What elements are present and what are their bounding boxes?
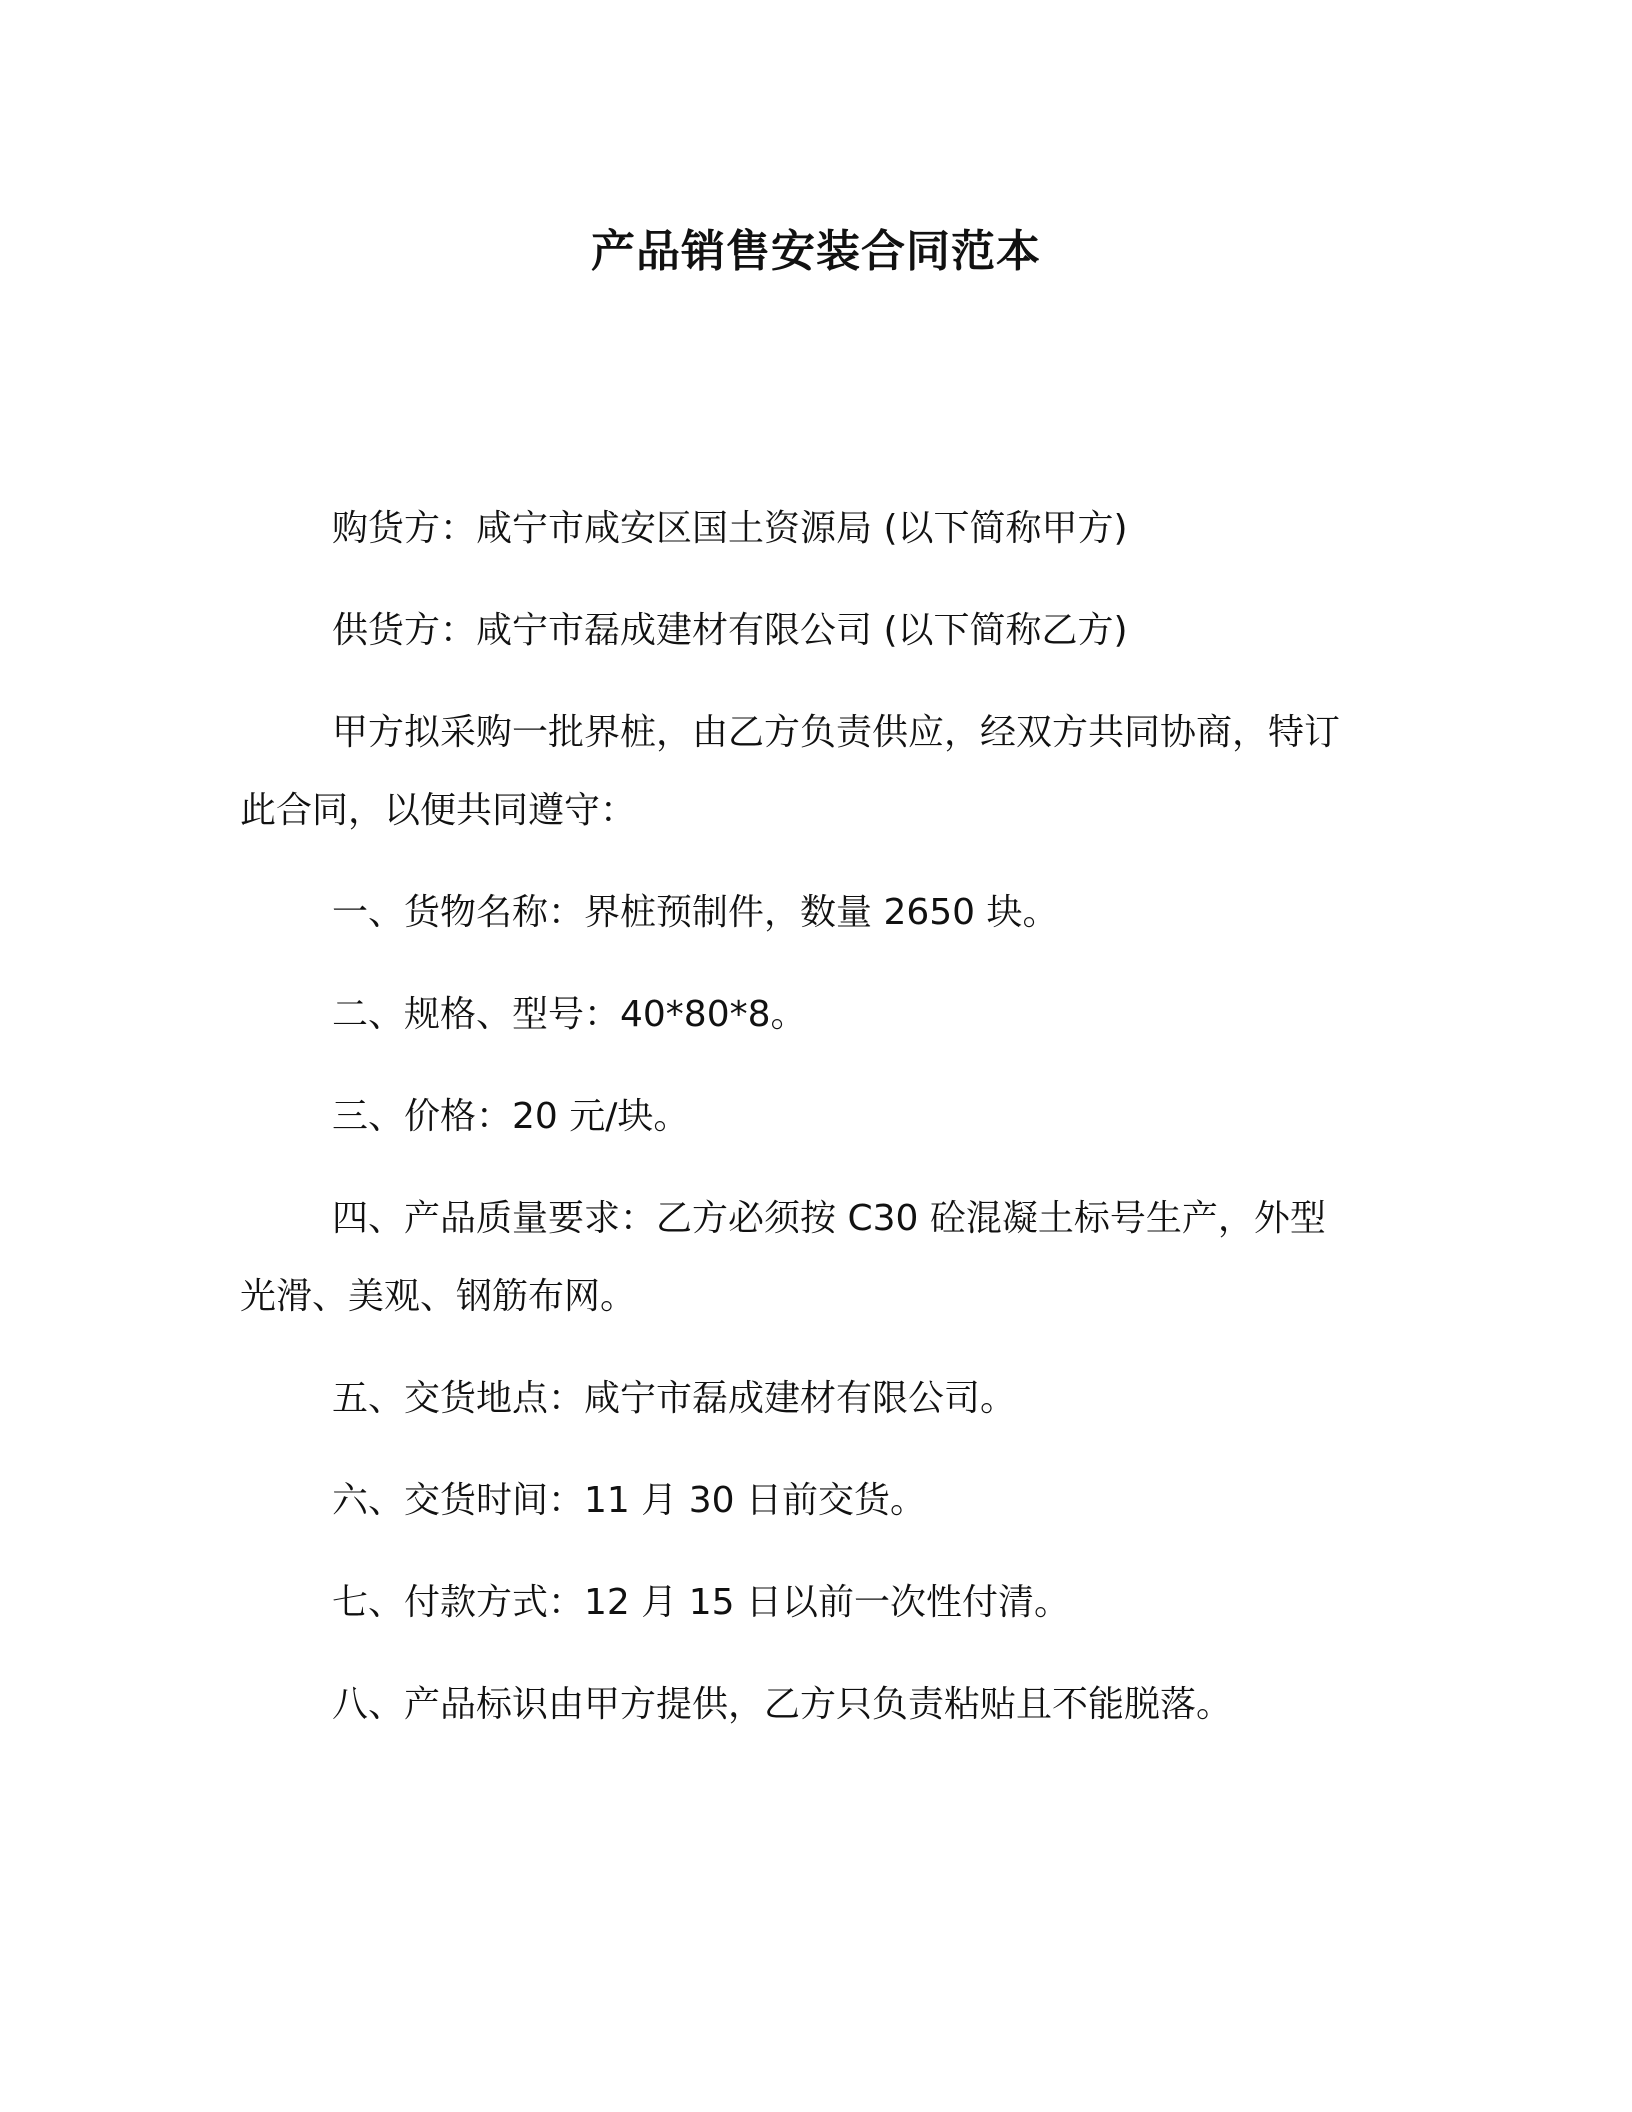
clause-5-paragraph	[240, 1360, 1390, 1438]
clause-2-paragraph	[240, 976, 1390, 1054]
clause-3-paragraph	[240, 1078, 1390, 1156]
page-title: 产品销售安装合同范本	[591, 226, 1041, 277]
intro-paragraph	[240, 694, 1390, 772]
buyer-paragraph	[240, 490, 1390, 568]
clause-4-paragraph-continued	[240, 1258, 1390, 1336]
buyer-line: 购货方：咸宁市咸安区国土资源局 (以下简称甲方)	[332, 508, 1128, 549]
clause-1: 一、货物名称：界桩预制件，数量 2650 块。	[332, 892, 1059, 933]
clause-8: 八、产品标识由甲方提供，乙方只负责粘贴且不能脱落。	[332, 1684, 1233, 1725]
clause-4-line-1: 四、产品质量要求：乙方必须按 C30 砼混凝土标号生产，外型	[332, 1198, 1326, 1239]
supplier-paragraph	[240, 592, 1390, 670]
intro-line-2: 此合同，以便共同遵守：	[240, 790, 637, 831]
clause-6-paragraph	[240, 1462, 1390, 1540]
clause-7-paragraph	[240, 1564, 1390, 1642]
clause-3: 三、价格：20 元/块。	[332, 1096, 690, 1137]
clause-6: 六、交货时间：11 月 30 日前交货。	[332, 1480, 926, 1521]
supplier-line: 供货方：咸宁市磊成建材有限公司 (以下简称乙方)	[332, 610, 1128, 651]
clause-2: 二、规格、型号：40*80*8。	[332, 994, 807, 1035]
clause-8-paragraph	[240, 1666, 1390, 1744]
clause-1-paragraph	[240, 874, 1390, 952]
intro-line-1: 甲方拟采购一批界桩，由乙方负责供应，经双方共同协商，特订	[332, 712, 1341, 753]
clause-5: 五、交货地点：咸宁市磊成建材有限公司。	[332, 1378, 1017, 1419]
intro-paragraph-continued	[240, 772, 1390, 850]
clause-7: 七、付款方式：12 月 15 日以前一次性付清。	[332, 1582, 1070, 1623]
clause-4-line-2: 光滑、美观、钢筋布网。	[240, 1276, 637, 1317]
clause-4-paragraph	[240, 1180, 1390, 1258]
